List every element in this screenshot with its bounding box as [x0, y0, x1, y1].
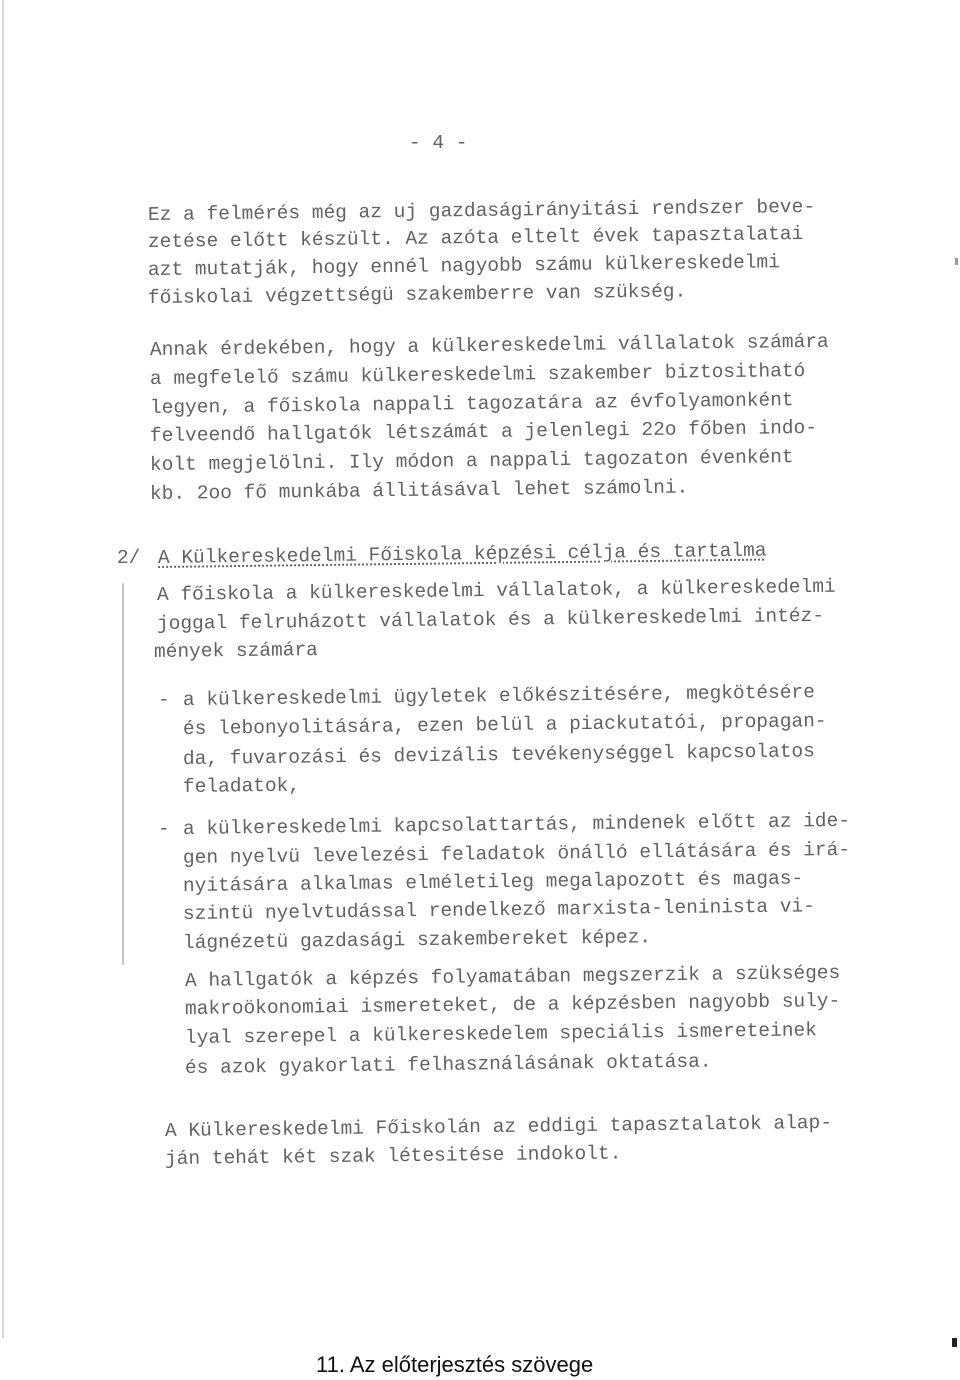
text-line: azt mutatják, hogy ennél nagyobb számu külkereskedelmi [147, 251, 780, 281]
text-line: feladatok, [182, 774, 301, 798]
page-number: - 4 - [409, 132, 468, 154]
text-line: zetése előtt készült. Az azóta eltelt évek tapasztalatai [147, 222, 804, 253]
text-line: kolt megjelölni. Ily módon a nappali tagozaton évenként [149, 446, 794, 476]
text-line: Annak érdekében, hogy a külkereskedelmi vállalatok számára [149, 330, 829, 361]
text-line: a megfelelő számu külkereskedelmi szakember biztositható [149, 359, 806, 390]
text-line: legyen, a főiskola nappali tagozatára az évfolyamonként [149, 389, 794, 419]
list-marker: - [157, 817, 170, 840]
section-title: A Külkereskedelmi Főiskola képzési célja és tartalma [157, 539, 767, 569]
text-line: gen nyelvü levelezési feladatok önálló ellátására és irá- [182, 838, 851, 869]
scan-edge [2, 0, 4, 1338]
text-line: A főiskola a külkereskedelmi vállalatok, a külkereskedelmi [156, 575, 836, 606]
text-line: nyitására alkalmas elméletileg megalapozott és magas- [182, 867, 804, 897]
list-marker: - [157, 688, 170, 711]
text-line: és lebonyolitására, ezen belül a piackutatói, propagan- [182, 710, 827, 740]
figure-caption: 11. Az előterjesztés szövege [316, 1352, 594, 1377]
text-line: makroökonomiai ismereteket, de a képzésben nagyobb suly- [184, 989, 841, 1020]
text-line: főiskolai végzettségü szakemberre van szükség. [147, 280, 687, 309]
text-line: és azok gyakorlati felhasználásának oktatása. [184, 1050, 712, 1079]
scan-mark [955, 258, 958, 265]
margin-pen-line [122, 583, 124, 965]
text-line: da, fuvarozási és devizális tevékenységgel kapcsolatos [182, 740, 815, 770]
text-line: felveendő hallgatók létszámát a jelenlegi 22o főben indo- [149, 416, 818, 447]
text-line: A hallgatók a képzés folyamatában megszerzik a szükséges [184, 961, 841, 992]
text-line: Ez a felmérés még az uj gazdaságirányitási rendszer beve- [147, 195, 816, 226]
text-line: joggal felruházott vállalatok és a külkereskedelmi intéz- [156, 604, 825, 635]
text-line: A Külkereskedelmi Főiskolán az eddigi tapasztalatok alap- [164, 1111, 833, 1142]
text-line: mények számára [153, 638, 318, 663]
scan-mark [952, 1338, 957, 1347]
section-number: 2/ [116, 546, 141, 569]
text-line: kb. 2oo fő munkába állitásával lehet számolni. [149, 476, 689, 505]
text-line: ján tehát két szak létesitése indokolt. [164, 1142, 622, 1170]
text-line: lyal szerepel a külkereskedelem speciális ismereteinek [184, 1019, 817, 1049]
text-line: lágnézetü gazdasági szakembereket képez. [182, 926, 652, 954]
text-line: a külkereskedelmi kapcsolattartás, mindenek előtt az ide- [182, 809, 851, 840]
text-line: a külkereskedelmi ügyletek előkészitésére, megkötésére [182, 681, 815, 711]
text-line: szintü nyelvtudással rendelkező marxista-leninista vi- [182, 895, 815, 925]
